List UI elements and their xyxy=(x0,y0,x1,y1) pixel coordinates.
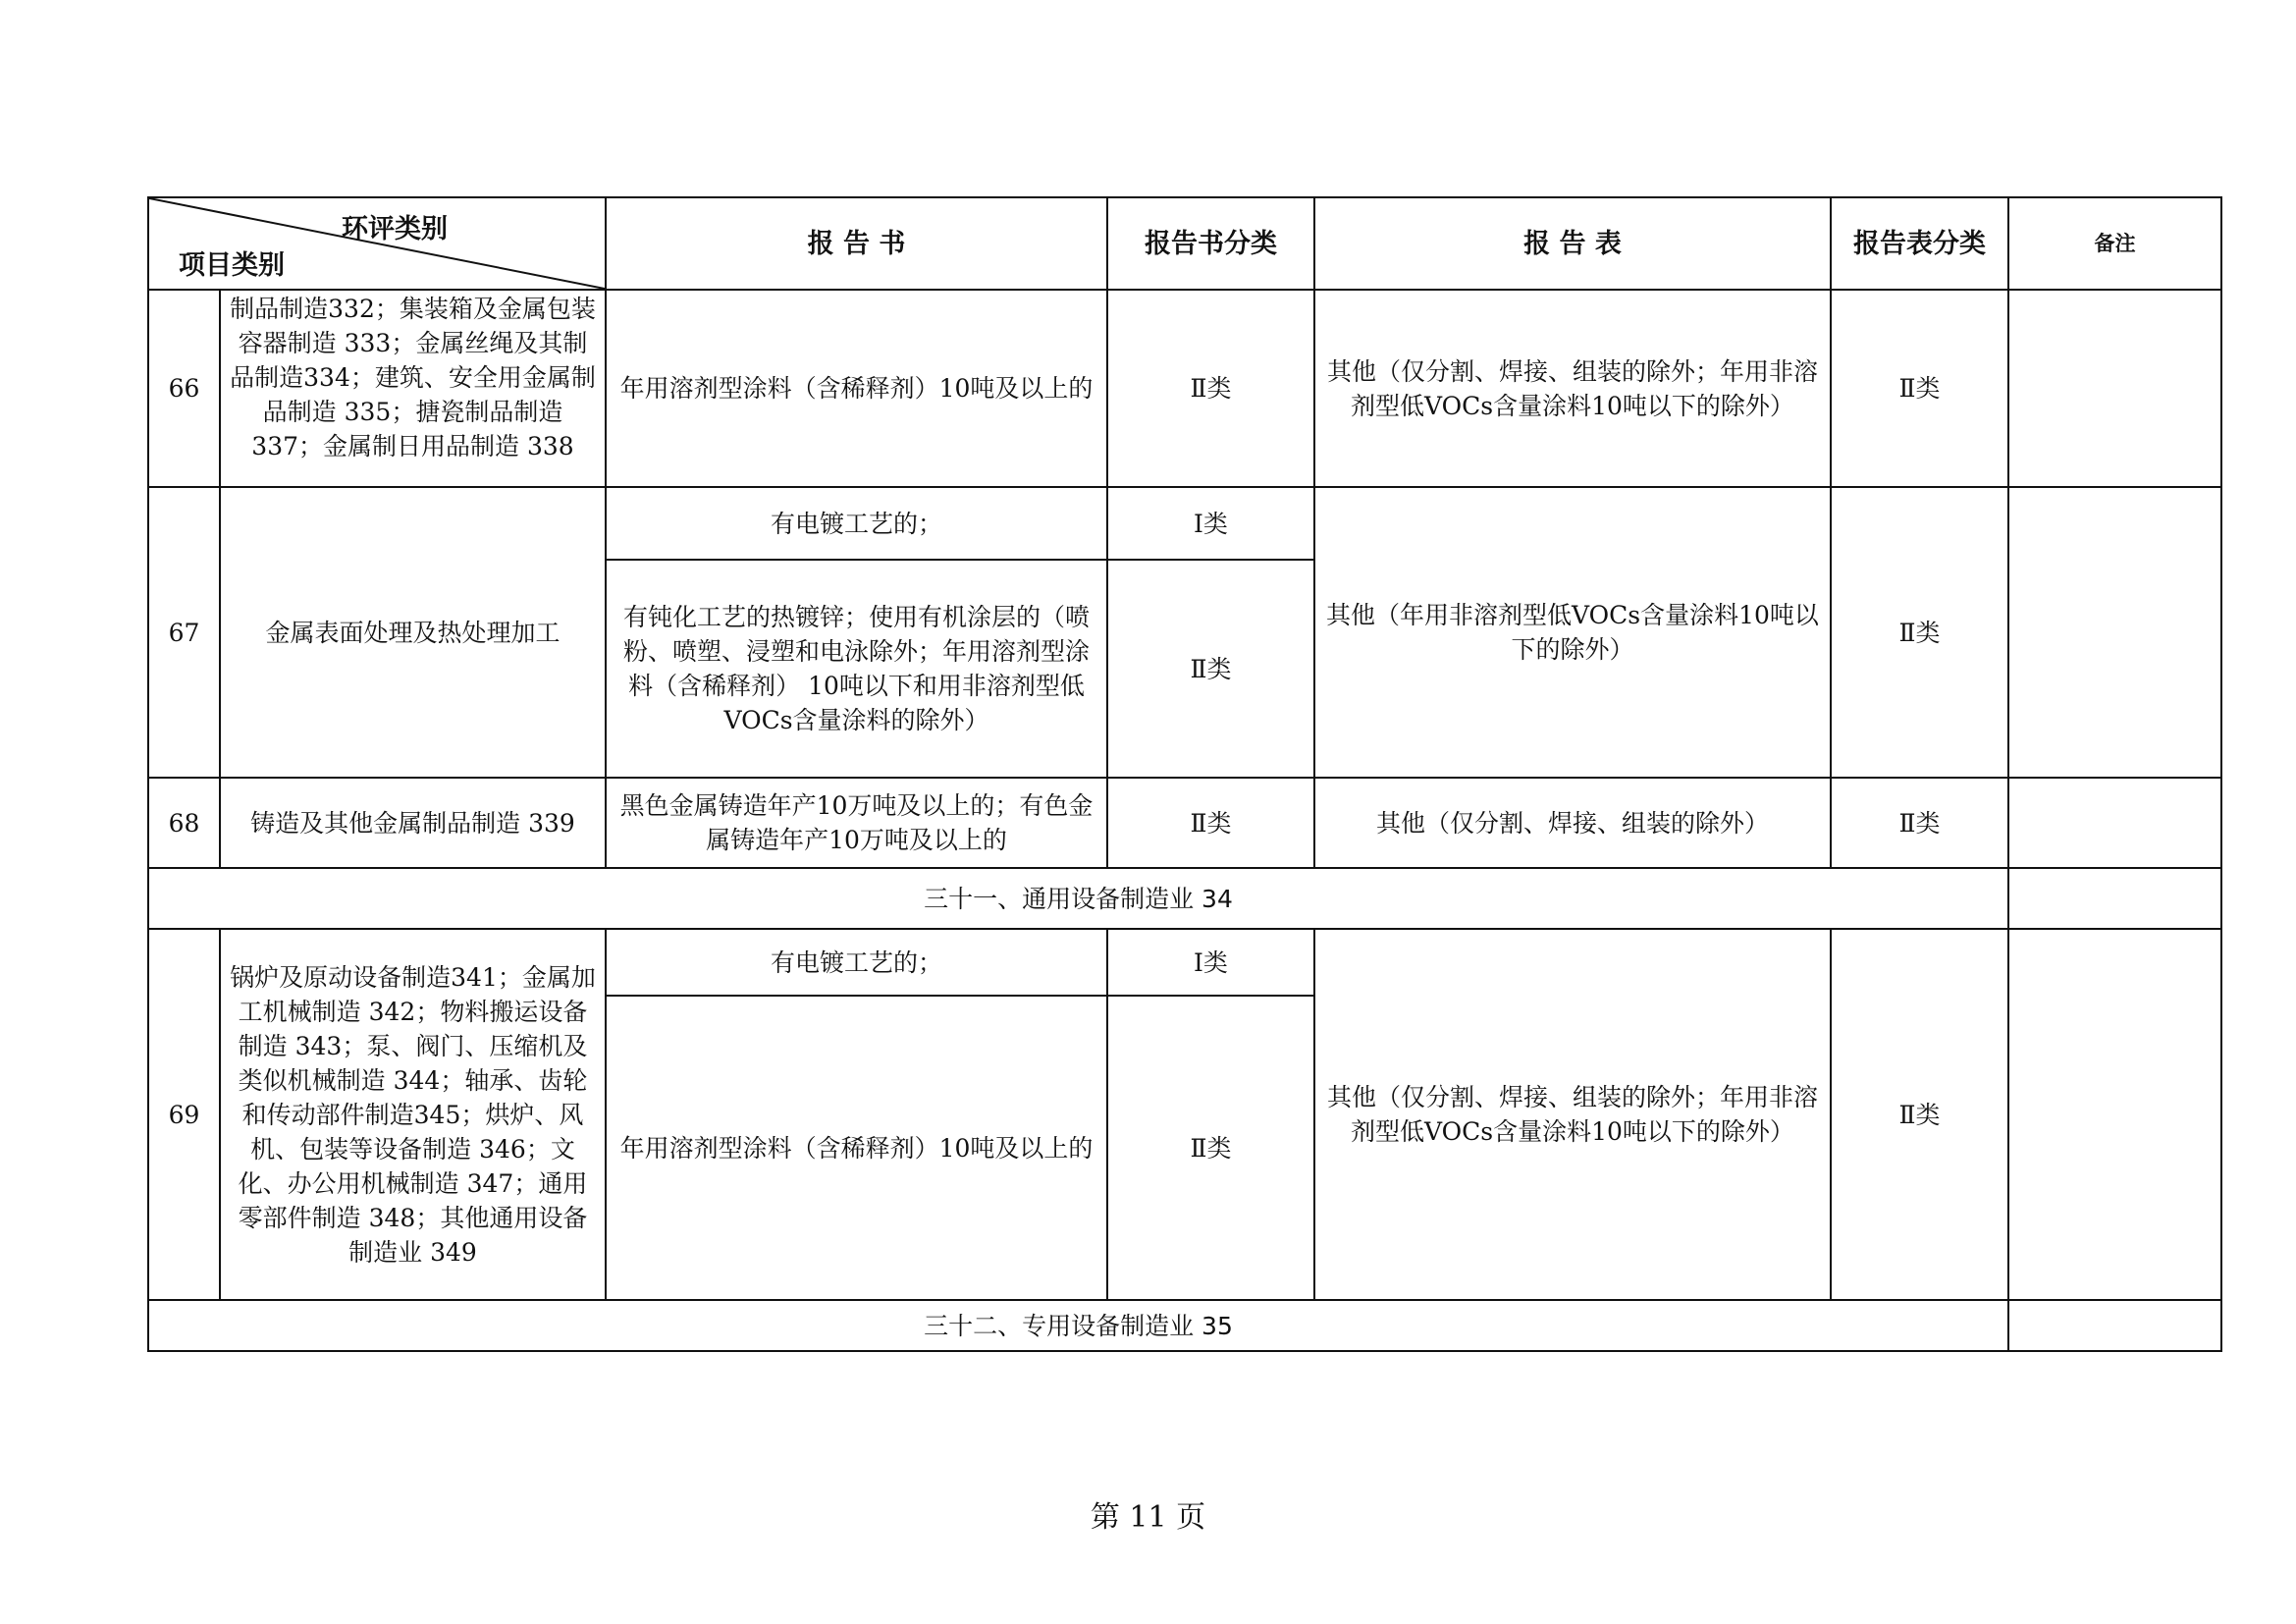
section-row-32 xyxy=(148,1300,2221,1351)
header-row xyxy=(148,197,2221,290)
report-book-criteria: 有钝化工艺的热镀锌；使用有机涂层的（喷粉、喷塑、浸塑和电泳除外；年用溶剂型涂料（含稀释剂） 10吨以下和用非溶剂型低VOCs含量涂料的除外） xyxy=(606,560,1107,778)
note-cell xyxy=(2008,487,2221,778)
project-category: 铸造及其他金属制品制造 339 xyxy=(220,778,606,868)
report-form-criteria: 其他（仅分割、焊接、组装的除外；年用非溶剂型低VOCs含量涂料10吨以下的除外） xyxy=(1314,929,1831,1300)
row-number: 67 xyxy=(148,487,220,778)
row-number: 66 xyxy=(148,290,220,487)
table-row-67 xyxy=(148,487,2221,560)
row-number: 68 xyxy=(148,778,220,868)
report-form-class: Ⅱ类 xyxy=(1831,929,2008,1300)
report-form-header: 报 告 表 xyxy=(1314,197,1831,290)
report-book-criteria: 年用溶剂型涂料（含稀释剂）10吨及以上的 xyxy=(606,290,1107,487)
project-category: 制品制造332；集装箱及金属包装容器制造 333；金属丝绳及其制品制造334；建筑、安全用金属制品制造 335；搪瓷制品制造 337；金属制日用品制造 338 xyxy=(220,290,606,487)
report-book-class: Ⅱ类 xyxy=(1107,560,1314,778)
report-book-class-header: 报告书分类 xyxy=(1107,197,1314,290)
section-row-31 xyxy=(148,868,2221,929)
report-book-header: 报 告 书 xyxy=(606,197,1107,290)
report-form-class: Ⅱ类 xyxy=(1831,290,2008,487)
table-row-68 xyxy=(148,778,2221,868)
table-row-69 xyxy=(148,929,2221,996)
report-book-class: Ⅱ类 xyxy=(1107,996,1314,1300)
row-number: 69 xyxy=(148,929,220,1300)
env-category-label: 环评类别 xyxy=(342,214,448,244)
report-form-class: Ⅱ类 xyxy=(1831,778,2008,868)
section-title: 三十二、专用设备制造业 35 xyxy=(148,1300,2008,1351)
section-title: 三十一、通用设备制造业 34 xyxy=(148,868,2008,929)
report-book-criteria: 年用溶剂型涂料（含稀释剂）10吨及以上的 xyxy=(606,996,1107,1300)
report-book-class: Ⅱ类 xyxy=(1107,290,1314,487)
project-category: 金属表面处理及热处理加工 xyxy=(220,487,606,778)
report-book-class: Ⅰ类 xyxy=(1107,929,1314,996)
report-form-criteria: 其他（年用非溶剂型低VOCs含量涂料10吨以下的除外） xyxy=(1314,487,1831,778)
report-form-class: Ⅱ类 xyxy=(1831,487,2008,778)
report-book-class: Ⅰ类 xyxy=(1107,487,1314,560)
report-form-class-header: 报告表分类 xyxy=(1831,197,2008,290)
note-cell xyxy=(2008,868,2221,929)
report-book-class: Ⅱ类 xyxy=(1107,778,1314,868)
note-cell xyxy=(2008,778,2221,868)
classification-table xyxy=(147,196,2222,1352)
report-form-criteria: 其他（仅分割、焊接、组装的除外；年用非溶剂型低VOCs含量涂料10吨以下的除外） xyxy=(1314,290,1831,487)
note-cell xyxy=(2008,290,2221,487)
report-book-criteria: 有电镀工艺的； xyxy=(606,929,1107,996)
note-cell xyxy=(2008,929,2221,1300)
report-form-criteria: 其他（仅分割、焊接、组装的除外） xyxy=(1314,778,1831,868)
project-category: 锅炉及原动设备制造341；金属加工机械制造 342；物料搬运设备制造 343；泵、阀门、压缩机及类似机械制造 344；轴承、齿轮和传动部件制造345；烘炉、风机、包装等设备制造 346；文化、办公用机械制造 347；通用零部件制造 348；其他通用设备制造业 349 xyxy=(220,929,606,1300)
report-book-criteria: 黑色金属铸造年产10万吨及以上的；有色金属铸造年产10万吨及以上的 xyxy=(606,778,1107,868)
project-category-label: 项目类别 xyxy=(179,250,285,281)
table-row-66 xyxy=(148,290,2221,487)
page-number: 第 11 页 xyxy=(1090,1500,1206,1535)
report-book-criteria: 有电镀工艺的； xyxy=(606,487,1107,560)
note-header: 备注 xyxy=(2008,197,2221,290)
diagonal-header-cell xyxy=(148,197,606,290)
note-cell xyxy=(2008,1300,2221,1351)
